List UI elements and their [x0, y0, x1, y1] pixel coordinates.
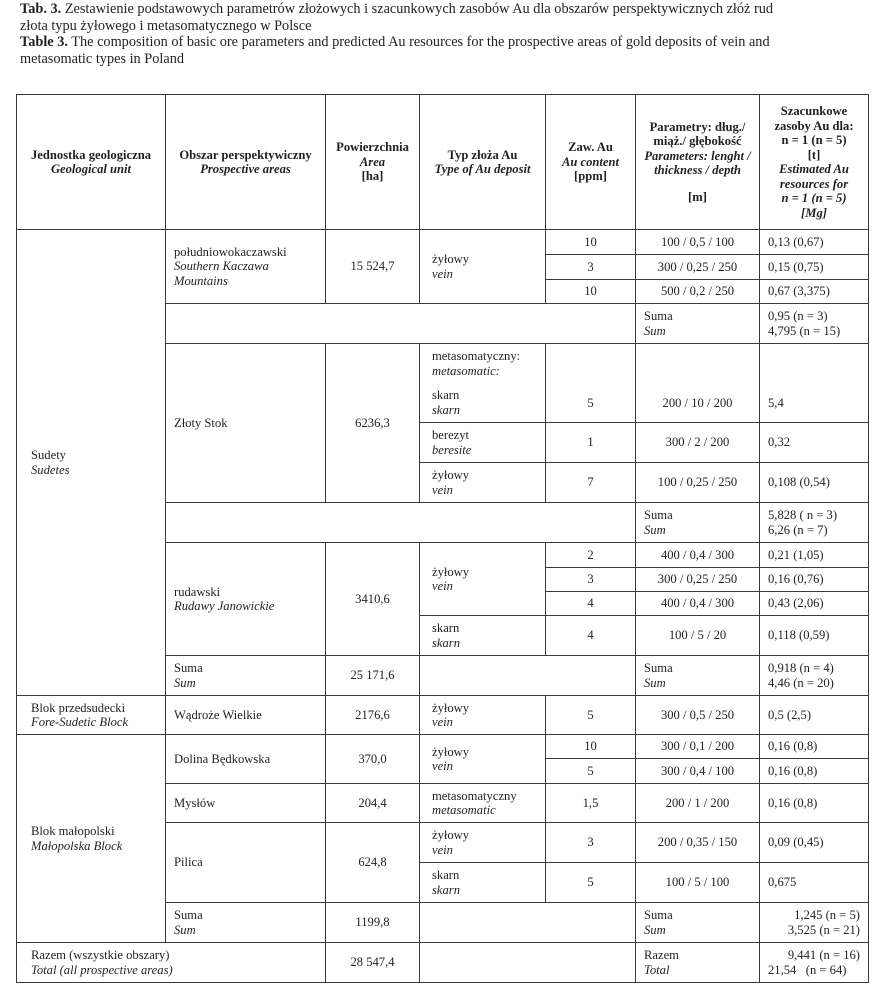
header-geological-unit: Jednostka geologiczna Geological unit: [17, 95, 166, 230]
table-row: [17, 230, 869, 255]
parameters: 100 / 5 / 20: [636, 616, 760, 656]
parameters: 400 / 0,4 / 300: [636, 592, 760, 616]
sum-value: 1,245 (n = 5) 3,525 (n = 21): [760, 903, 869, 943]
parameters: 300 / 0,4 / 100: [636, 759, 760, 784]
au-content: 5: [546, 759, 636, 784]
resources: 0,43 (2,06): [760, 592, 869, 616]
unit-fore-sudetic: Blok przedsudecki Fore-Sudetic Block: [17, 696, 166, 735]
area-zloty-stok: Złoty Stok: [166, 344, 326, 503]
deposit-type: żyłowy vein: [420, 735, 546, 784]
empty-cell: [166, 503, 636, 543]
au-content: 4: [546, 616, 636, 656]
header-area: Powierzchnia Area [ha]: [326, 95, 420, 230]
parameters: 300 / 2 / 200: [636, 423, 760, 463]
deposit-type: żyłowy vein: [420, 823, 546, 863]
resources: 0,675: [760, 863, 869, 903]
parameters: 200 / 0,35 / 150: [636, 823, 760, 863]
resources: 0,13 (0,67): [760, 230, 869, 255]
grand-total-value: 9,441 (n = 16) 21,54 (n = 64): [760, 943, 869, 983]
caption-english-prefix: Table 3.: [20, 34, 68, 50]
caption-english-line-1: [20, 34, 870, 51]
caption-english-text: The composition of basic ore parameters and predicted Au resources for the prospective areas of gold deposits of vein and: [67, 34, 770, 50]
sum-label: Suma Sum: [636, 304, 760, 344]
resources: 0,67 (3,375): [760, 280, 869, 304]
grand-total-text: Razem Total: [636, 943, 760, 983]
au-content: 5: [546, 696, 636, 735]
resources: 0,108 (0,54): [760, 463, 869, 503]
table-row: [17, 735, 869, 759]
area-value: 624,8: [326, 823, 420, 903]
resources-table: [16, 94, 869, 983]
au-content: 1: [546, 423, 636, 463]
caption-polish-line-2: złota typu żyłowego i metasomatycznego w Polsce: [20, 17, 312, 34]
header-prospective-areas: Obszar perspektywiczny Prospective areas: [166, 95, 326, 230]
empty-cell: [420, 943, 636, 983]
resources: 0,32: [760, 423, 869, 463]
deposit-type: skarn skarn: [420, 863, 546, 903]
header-row: [17, 95, 869, 230]
area-dolina-bedkowska: Dolina Będkowska: [166, 735, 326, 784]
resources: 0,21 (1,05): [760, 543, 869, 568]
au-content: 3: [546, 255, 636, 280]
area-kaczawa: południowokaczawski Southern Kaczawa Mountains: [166, 230, 326, 304]
au-content: 4: [546, 592, 636, 616]
parameters: 100 / 5 / 100: [636, 863, 760, 903]
sum-value: 0,918 (n = 4) 4,46 (n = 20): [760, 656, 869, 696]
parameters: 100 / 0,5 / 100: [636, 230, 760, 255]
sum-label: Suma Sum: [166, 903, 326, 943]
area-value: 15 524,7: [326, 230, 420, 304]
au-content: 3: [546, 568, 636, 592]
resources: 0,09 (0,45): [760, 823, 869, 863]
parameters: 400 / 0,4 / 300: [636, 543, 760, 568]
caption-english-line-2: metasomatic types in Poland: [20, 50, 184, 67]
sum-value: 0,95 (n = 3) 4,795 (n = 15): [760, 304, 869, 344]
area-value: 6236,3: [326, 344, 420, 503]
au-content: 2: [546, 543, 636, 568]
sum-area: 25 171,6: [326, 656, 420, 696]
resources: 0,16 (0,76): [760, 568, 869, 592]
header-deposit-type: Typ złoża Au Type of Au deposit: [420, 95, 546, 230]
sum-label: Suma Sum: [166, 656, 326, 696]
deposit-type: metasomatyczny metasomatic: [420, 784, 546, 823]
resources: 0,16 (0,8): [760, 735, 869, 759]
area-value: 3410,6: [326, 543, 420, 656]
au-content: 10: [546, 230, 636, 255]
header-estimated-resources: Szacunkowe zasoby Au dla: n = 1 (n = 5) [t] Estimated Au resources for n = 1 (n = 5) [Mg]: [760, 95, 869, 230]
au-content: 10: [546, 735, 636, 759]
header-parameters: Parametry: dług./ miąż./ głębokość Parameters: lenght / thickness / depth [m]: [636, 95, 760, 230]
table-caption: [20, 1, 870, 67]
au-content: 10: [546, 280, 636, 304]
parameters: 200 / 1 / 200: [636, 784, 760, 823]
resources: 5,4: [760, 344, 869, 423]
grand-total-row: [17, 943, 869, 983]
parameters: 200 / 10 / 200: [636, 344, 760, 423]
empty-cell: [166, 304, 636, 344]
unit-malopolska: Blok małopolski Małopolska Block: [17, 735, 166, 943]
empty-cell: [420, 656, 636, 696]
au-content: 5: [546, 863, 636, 903]
parameters: 300 / 0,5 / 250: [636, 696, 760, 735]
parameters: 300 / 0,25 / 250: [636, 255, 760, 280]
sum-label: Suma Sum: [636, 903, 760, 943]
area-rudawski: rudawski Rudawy Janowickie: [166, 543, 326, 656]
resources: 0,16 (0,8): [760, 784, 869, 823]
sum-value: 5,828 ( n = 3) 6,26 (n = 7): [760, 503, 869, 543]
deposit-type: skarn skarn: [420, 616, 546, 656]
area-value: 2176,6: [326, 696, 420, 735]
caption-polish-line-1: [20, 1, 870, 18]
grand-total-area: 28 547,4: [326, 943, 420, 983]
area-wadroze: Wądroże Wielkie: [166, 696, 326, 735]
deposit-type: żyłowy vein: [420, 463, 546, 503]
resources: 0,16 (0,8): [760, 759, 869, 784]
resources: 0,15 (0,75): [760, 255, 869, 280]
resources: 0,5 (2,5): [760, 696, 869, 735]
au-content: 1,5: [546, 784, 636, 823]
area-value: 370,0: [326, 735, 420, 784]
deposit-type: żyłowy vein: [420, 696, 546, 735]
caption-polish-text: Zestawienie podstawowych parametrów złożowych i szacunkowych zasobów Au dla obszarów perspektywicznych złóż rud: [61, 1, 774, 17]
unit-sudety: Sudety Sudetes: [17, 230, 166, 696]
parameters: 300 / 0,25 / 250: [636, 568, 760, 592]
sum-label: Suma Sum: [636, 503, 760, 543]
header-au-content: Zaw. Au Au content [ppm]: [546, 95, 636, 230]
parameters: 300 / 0,1 / 200: [636, 735, 760, 759]
deposit-type: żyłowy vein: [420, 543, 546, 616]
au-content: 7: [546, 463, 636, 503]
deposit-type: żyłowy vein: [420, 230, 546, 304]
area-myslow: Mysłów: [166, 784, 326, 823]
deposit-type: berezyt beresite: [420, 423, 546, 463]
sum-area: 1199,8: [326, 903, 420, 943]
resources: 0,118 (0,59): [760, 616, 869, 656]
caption-polish-prefix: Tab. 3.: [20, 1, 62, 17]
grand-total-label: Razem (wszystkie obszary) Total (all prospective areas): [17, 943, 326, 983]
deposit-type: metasomatyczny: metasomatic: skarn skarn: [420, 344, 546, 423]
parameters: 500 / 0,2 / 250: [636, 280, 760, 304]
parameters: 100 / 0,25 / 250: [636, 463, 760, 503]
au-content: 5: [546, 344, 636, 423]
table-row: [17, 696, 869, 735]
au-content: 3: [546, 823, 636, 863]
area-pilica: Pilica: [166, 823, 326, 903]
empty-cell: [420, 903, 636, 943]
sum-label: Suma Sum: [636, 656, 760, 696]
area-value: 204,4: [326, 784, 420, 823]
